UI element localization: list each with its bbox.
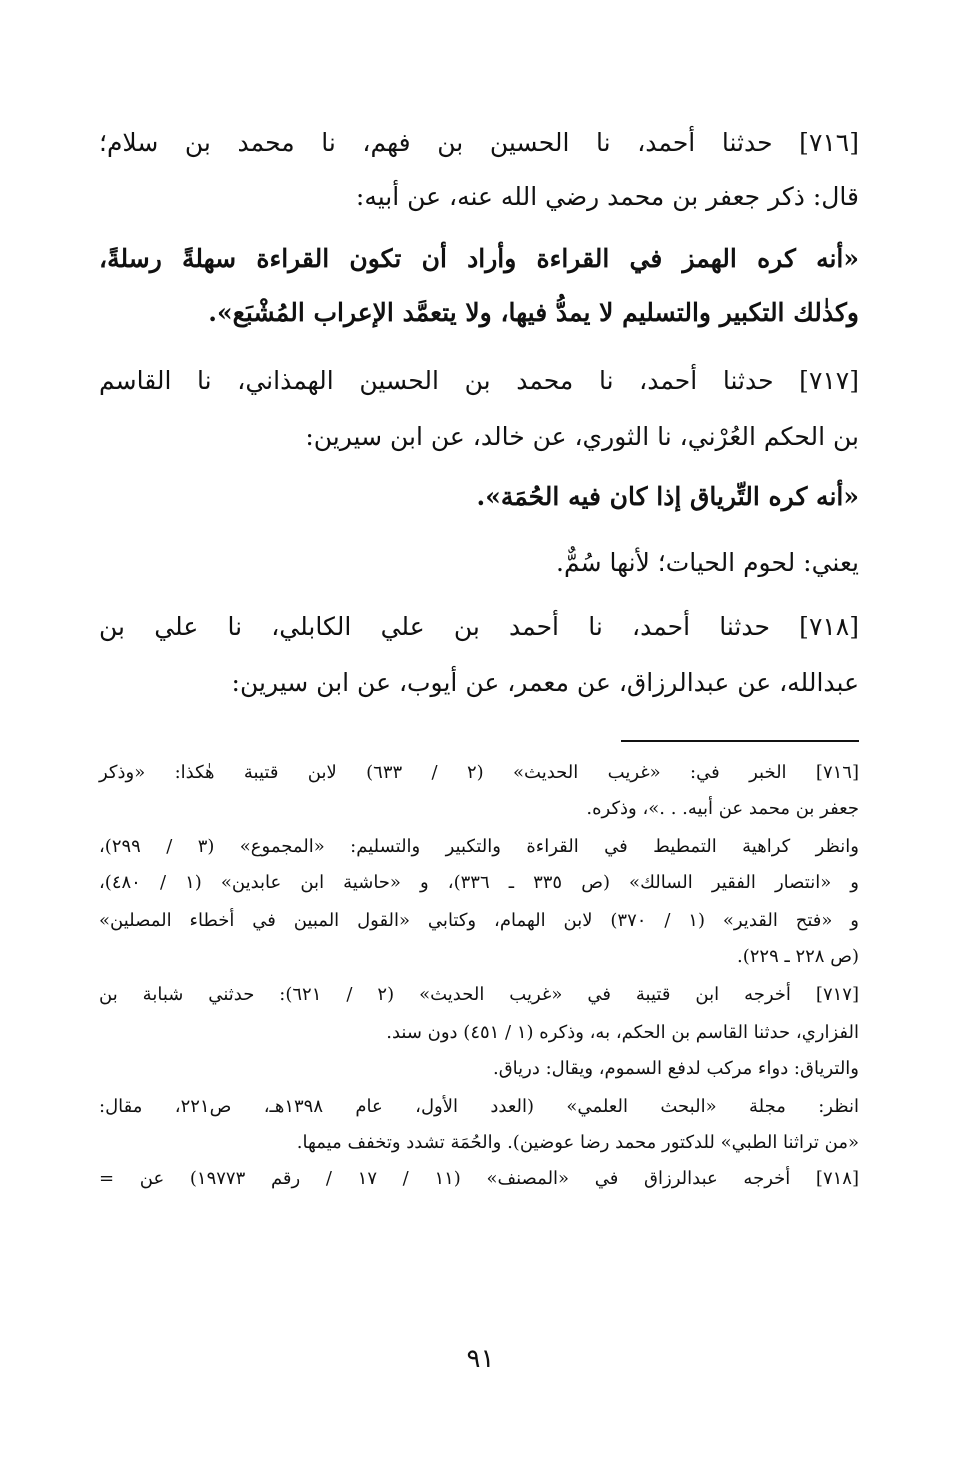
- footnote-line: والترياق: دواء مركب لدفع السموم، ويقال: درياق.: [492, 1058, 859, 1079]
- footnote-line: و «انتصار الفقير السالك» (ص ٣٣٥ ـ ٣٣٦)، و «حاشية ابن عابدين» (١ / ٤٨٠)،: [99, 872, 859, 893]
- footnote-line: و «فتح القدير» (١ / ٣٧٠) لابن الهمام، وكتابي «القول المبين في أخطاء المصلين»: [99, 910, 859, 931]
- main-line: قال: ذكر جعفر بن محمد رضي الله عنه، عن أبيه:: [355, 182, 859, 211]
- main-line: «أنه كره التِّرياق إذا كان فيه الحُمَة».: [476, 482, 859, 511]
- footnote-line: وانظر كراهية التمطيط في القراءة والتكبير والتسليم: «المجموع» (٣ / ٢٩٩)،: [99, 836, 859, 857]
- footnote-separator: [621, 740, 859, 742]
- main-line: [٧١٧] حدثنا أحمد، نا محمد بن الحسين الهمذاني، نا القاسم: [99, 366, 859, 395]
- page-number: ٩١: [466, 1344, 495, 1374]
- footnote-line: [٧١٨] أخرجه عبدالرزاق في «المصنف» (١١ / ١٧ / رقم ١٩٧٧٣) عن =: [99, 1168, 860, 1189]
- main-line: يعني: لحوم الحيات؛ لأنها سُمٌّ.: [556, 548, 859, 577]
- footnote-line: (ص ٢٢٨ ـ ٢٢٩).: [736, 946, 859, 967]
- footnote-line: الفزاري، حدثنا القاسم بن الحكم، به، وذكره (١ / ٤٥١) دون سند.: [386, 1022, 859, 1043]
- main-line: «أنه كره الهمز في القراءة وأراد أن تكون القراءة سهلةً رسلةً،: [99, 244, 859, 273]
- footnote-line: جعفر بن محمد عن أبيه. . .»، وذكره.: [586, 798, 859, 819]
- main-line: [٧١٦] حدثنا أحمد، نا الحسين بن فهم، نا محمد بن سلام؛: [99, 128, 859, 157]
- footnote-line: انظر: مجلة «البحث العلمي» (العدد الأول، عام ١٣٩٨هـ، ص٢٢١، مقال:: [99, 1096, 860, 1117]
- main-line: عبدالله، عن عبدالرزاق، عن معمر، عن أيوب، عن ابن سيرين:: [231, 668, 859, 697]
- footnote-line: [٧١٦] الخبر في: «غريب الحديث» (٢ / ٦٣٣) لابن قتيبة هٰكذا: «وذكر: [99, 762, 859, 783]
- footnote-line: «من تراثنا الطبي» للدكتور محمد رضا عوضين). والحُمَة تشدد وتخفف ميمها.: [296, 1132, 859, 1153]
- footnote-line: [٧١٧] أخرجه ابن قتيبة في «غريب الحديث» (٢ / ٦٢١): حدثني شبابة بن: [99, 984, 859, 1005]
- main-line: وكذٰلك التكبير والتسليم لا يمدُّ فيها، ولا يتعمَّد الإعراب المُشْبَع».: [208, 298, 859, 327]
- main-line: بن الحكم العُرْني، نا الثوري، عن خالد، عن ابن سيرين:: [305, 422, 859, 451]
- main-line: [٧١٨] حدثنا أحمد، نا أحمد بن علي الكابلي، نا علي بن: [99, 612, 859, 641]
